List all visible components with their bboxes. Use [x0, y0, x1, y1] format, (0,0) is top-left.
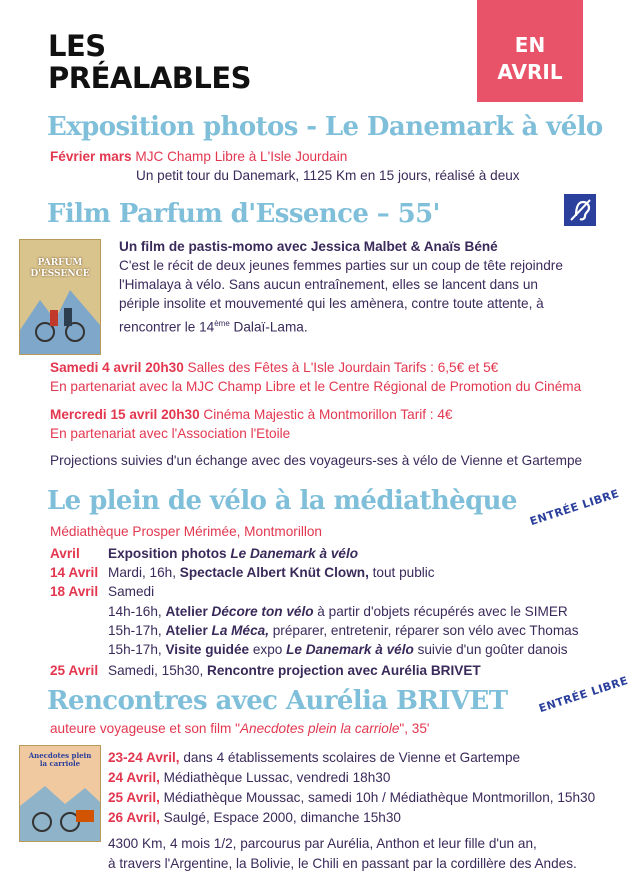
free-entry-stamp-2: ENTRÉE LIBRE — [537, 673, 630, 716]
title-line-2: PRÉALABLES — [48, 61, 252, 95]
media-row-6c: expo — [249, 642, 287, 657]
rencontres-heading: Rencontres avec Aurélia BRIVET — [47, 686, 508, 716]
month-badge — [477, 0, 583, 102]
title-line-1: LES — [48, 29, 106, 63]
media-row-4a: 14h-16h, — [108, 604, 166, 619]
badge-line-2: AVRIL — [497, 60, 563, 84]
film-desc-1: C'est le récit de deux jeunes femmes parties sur un coup de tête rejoindre — [119, 258, 563, 273]
rencontre-event-2 — [108, 768, 390, 787]
poster-title-2: D'ESSENCE — [30, 269, 90, 279]
expo-dates-line — [50, 147, 347, 166]
film-note: Projections suivies d'un échange avec des voyageurs-ses à vélo de Vienne et Gartempe — [50, 453, 583, 468]
rencontre-event-4 — [108, 808, 401, 827]
film-poster-image — [19, 239, 101, 355]
event-2-info: Médiathèque Lussac, vendredi 18h30 — [159, 770, 391, 785]
film-desc-4sup: ème — [214, 319, 230, 328]
film-byline: Un film de pastis-momo avec Jessica Malbet & Anaïs Béné — [119, 239, 498, 254]
page-title — [48, 30, 251, 94]
event-3-info: Médiathèque Moussac, samedi 10h / Médiathèque Montmorillon, 15h30 — [159, 790, 596, 805]
rencontres-subtitle — [50, 719, 430, 738]
badge-line-1: EN — [514, 33, 546, 57]
media-row-7a: Samedi, 15h30, — [108, 663, 207, 678]
hearing-accessibility-icon — [564, 194, 596, 226]
event-1-date: 23-24 Avril, — [108, 750, 180, 765]
expo-heading: Exposition photos - Le Danemark à vélo — [47, 112, 603, 142]
film-desc-4 — [119, 314, 308, 337]
media-row-6 — [108, 640, 568, 659]
rencontres-sub-b: Anecdotes plein la carriole — [239, 721, 400, 736]
media-row-1b: Le Danemark à vélo — [230, 546, 359, 561]
expo-description: Un petit tour du Danemark, 1125 Km en 15 jours, réalisé à deux — [136, 168, 520, 183]
media-date-1: Avril — [50, 546, 80, 561]
event-4-date: 26 Avril, — [108, 810, 160, 825]
media-row-5a: 15h-17h, — [108, 623, 166, 638]
film-show-2 — [50, 405, 452, 424]
show1-partner: En partenariat avec la MJC Champ Libre et le Centre Régional de Promotion du Cinéma — [50, 379, 582, 394]
media-row-3: Samedi — [108, 584, 155, 599]
show1-date: Samedi 4 avril 20h30 — [50, 360, 184, 375]
media-date-2: 14 Avril — [50, 565, 99, 580]
media-row-6b: Visite guidée — [165, 642, 250, 657]
event-1-info: dans 4 établissements scolaires de Vienne et Gartempe — [179, 750, 521, 765]
rencontres-sub-a: auteure voyageuse et son film " — [50, 721, 240, 736]
rencontres-desc-1: 4300 Km, 4 mois 1/2, parcourus par Aurélia, Anthon et leur fille d'un an, — [108, 836, 537, 851]
media-row-6e: suivie d'un goûter danois — [413, 642, 568, 657]
media-date-7: 25 Avril — [50, 663, 99, 678]
show2-partner: En partenariat avec l'Association l'Etoile — [50, 426, 291, 441]
film-show-1 — [50, 358, 498, 377]
show1-info: Salles des Fêtes à L'Isle Jourdain Tarifs : 6,5€ et 5€ — [183, 360, 499, 375]
media-row-2c: tout public — [368, 565, 435, 580]
film-desc-2: l'Himalaya à vélo. Sans aucun entraînement, elles se lancent dans un — [119, 277, 538, 292]
rencontres-sub-c: ", 35' — [399, 721, 430, 736]
film-desc-4a: rencontrer le 14 — [119, 319, 215, 335]
media-row-5d: préparer, entretenir, réparer son vélo avec Thomas — [268, 623, 579, 638]
poster-title-1: PARFUM — [37, 258, 83, 268]
media-row-4 — [108, 602, 568, 621]
free-entry-stamp: ENTRÉE LIBRE — [528, 486, 621, 529]
event-4-info: Saulgé, Espace 2000, dimanche 15h30 — [159, 810, 401, 825]
media-row-2b: Spectacle Albert Knüt Clown, — [179, 565, 369, 580]
media-heading: Le plein de vélo à la médiathèque — [47, 486, 517, 516]
media-row-4b: Atelier — [165, 604, 212, 619]
media-row-2 — [108, 563, 435, 582]
rencontres-poster-image — [19, 745, 101, 842]
media-row-2a: Mardi, 16h, — [108, 565, 180, 580]
media-row-7b: Rencontre projection avec Aurélia BRIVET — [207, 663, 481, 678]
rencontre-event-1 — [108, 748, 520, 767]
media-date-3: 18 Avril — [50, 584, 99, 599]
rencontres-poster-title: Anecdotes plein la carriole — [28, 751, 92, 768]
show2-info: Cinéma Majestic à Montmorillon Tarif : 4€ — [199, 407, 453, 422]
event-2-date: 24 Avril, — [108, 770, 160, 785]
expo-place: MJC Champ Libre à L'Isle Jourdain — [131, 149, 348, 164]
media-row-6d: Le Danemark à vélo — [286, 642, 414, 657]
media-row-5c: La Méca, — [211, 623, 269, 638]
media-row-6a: 15h-17h, — [108, 642, 166, 657]
expo-dates: Février mars — [50, 149, 132, 164]
film-desc-4b: Dalaï-Lama. — [229, 319, 308, 335]
media-row-1 — [108, 544, 358, 563]
film-heading: Film Parfum d'Essence – 55' — [47, 199, 440, 229]
media-row-5b: Atelier — [165, 623, 212, 638]
media-row-5 — [108, 621, 579, 640]
show2-date: Mercredi 15 avril 20h30 — [50, 407, 200, 422]
media-row-4d: à partir d'objets récupérés avec le SIMER — [313, 604, 568, 619]
media-row-4c: Décore ton vélo — [211, 604, 314, 619]
event-3-date: 25 Avril, — [108, 790, 160, 805]
media-row-1a: Exposition photos — [108, 546, 231, 561]
media-row-7 — [108, 661, 481, 680]
rencontres-desc-2: à travers l'Argentine, la Bolivie, le Chili en passant par la cordillère des Andes. — [108, 856, 577, 871]
rencontre-event-3 — [108, 788, 595, 807]
media-place: Médiathèque Prosper Mérimée, Montmorillon — [50, 524, 322, 539]
film-desc-3: périple insolite et mouvementé qui les amènera, contre toute attente, à — [119, 296, 544, 311]
